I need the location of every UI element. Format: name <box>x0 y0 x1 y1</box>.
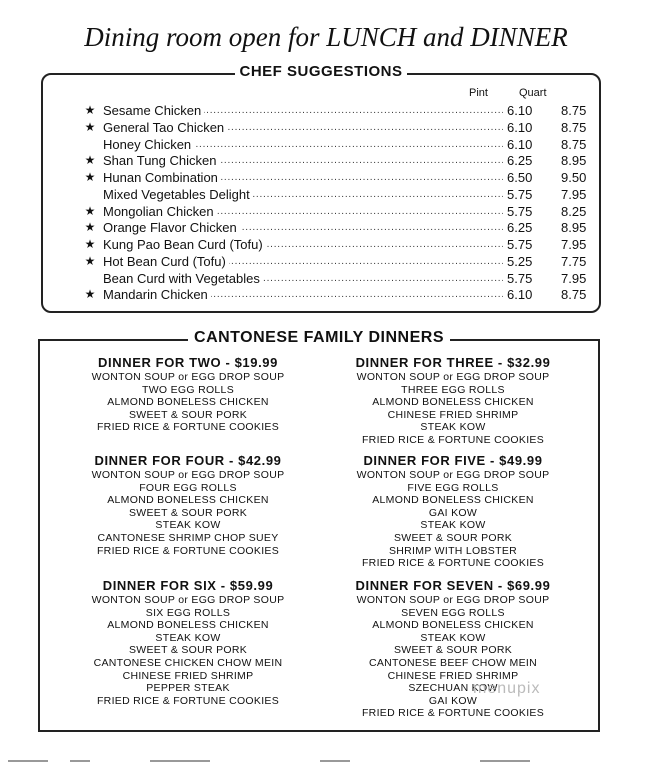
chef-suggestions-heading <box>43 63 599 81</box>
chef-item-name <box>103 286 503 303</box>
chef-item-pint-price: 5.75 <box>507 270 533 286</box>
chef-item-name <box>103 186 503 203</box>
dinner-block <box>53 577 323 707</box>
chef-item-name-text: Honey Chicken <box>103 137 194 152</box>
dinner-item: CHINESE FRIED SHRIMP <box>387 408 519 421</box>
dinner-block <box>318 354 588 447</box>
chef-item-row <box>83 186 593 203</box>
dinner-item: FIVE EGG ROLLS <box>407 481 499 494</box>
dinner-item: FRIED RICE & FORTUNE COOKIES <box>361 433 545 446</box>
dinner-block <box>318 577 588 720</box>
chef-item-pint-price: 6.10 <box>507 136 533 152</box>
chef-item-name-text: Mandarin Chicken <box>103 287 211 302</box>
dinner-item: ALMOND BONELESS CHICKEN <box>372 494 534 507</box>
scan-mark <box>480 760 530 762</box>
chef-item-quart-price: 7.95 <box>561 270 587 286</box>
dinner-item: STEAK KOW <box>155 519 221 532</box>
dinner-item: FOUR EGG ROLLS <box>139 481 237 494</box>
dinner-item: STEAK KOW <box>420 519 486 532</box>
chef-item-name <box>103 236 503 253</box>
star-icon: ★ <box>84 237 96 251</box>
scan-edge <box>0 756 652 766</box>
chef-item-name-text: Bean Curd with Vegetables <box>103 271 263 286</box>
chef-item-name <box>103 119 503 136</box>
chef-item-name-text: Shan Tung Chicken <box>103 153 219 168</box>
star-icon: ★ <box>84 287 96 302</box>
dinner-item: STEAK KOW <box>420 631 486 644</box>
chef-item-name-text: Mixed Vegetables Delight <box>103 187 253 202</box>
chef-item-quart-price: 8.95 <box>561 153 587 169</box>
chef-item-row <box>83 102 593 119</box>
dinner-item: SIX EGG ROLLS <box>145 606 231 619</box>
chef-item-pint-price: 5.75 <box>507 186 533 202</box>
chef-item-pint-price: 6.10 <box>507 103 533 118</box>
dinner-item: SWEET & SOUR PORK <box>393 644 513 657</box>
chef-item-row <box>83 270 593 287</box>
chef-item-row <box>83 203 593 220</box>
scan-mark <box>150 760 210 762</box>
chef-item-pint-price: 6.25 <box>507 220 533 236</box>
star-icon: ★ <box>84 103 96 117</box>
dinner-item: ALMOND BONELESS CHICKEN <box>107 396 269 409</box>
dinner-title: DINNER FOR SIX - $59.99 <box>102 578 274 593</box>
chef-item-row <box>83 219 593 236</box>
dinner-block <box>318 452 588 570</box>
scan-mark <box>70 760 90 762</box>
dinner-item: TWO EGG ROLLS <box>142 383 234 396</box>
dinner-item: FRIED RICE & FORTUNE COOKIES <box>361 707 545 720</box>
dinner-item: SEVEN EGG ROLLS <box>401 606 505 619</box>
chef-item-quart-price: 7.95 <box>561 186 587 202</box>
star-icon: ★ <box>84 170 96 184</box>
dinner-item: GAI KOW <box>428 694 478 707</box>
chef-item-name-text: Hot Bean Curd (Tofu) <box>103 254 229 269</box>
dinner-item: FRIED RICE & FORTUNE COOKIES <box>361 557 545 570</box>
dinner-item: THREE EGG ROLLS <box>401 383 505 396</box>
chef-suggestions-box <box>41 63 601 313</box>
chef-item-name-text: Mongolian Chicken <box>103 204 217 219</box>
dinner-item: SHRIMP WITH LOBSTER <box>388 544 518 557</box>
chef-item-name <box>103 253 503 270</box>
chef-item-pint-price: 6.50 <box>507 170 533 185</box>
scan-mark <box>320 760 350 762</box>
dinner-item: WONTON SOUP or EGG DROP SOUP <box>91 371 285 383</box>
chef-item-name <box>103 102 503 119</box>
dinner-item: WONTON SOUP or EGG DROP SOUP <box>91 469 285 481</box>
chef-item-pint-price: 6.10 <box>507 119 533 135</box>
dinner-item: CANTONESE SHRIMP CHOP SUEY <box>97 531 279 544</box>
chef-item-quart-price: 9.50 <box>561 170 587 185</box>
dinner-item: ALMOND BONELESS CHICKEN <box>107 619 269 632</box>
dinner-item: CANTONESE CHICKEN CHOW MEIN <box>93 656 283 669</box>
scan-mark <box>8 760 48 762</box>
dinner-item: CANTONESE BEEF CHOW MEIN <box>368 656 538 669</box>
dinner-item: STEAK KOW <box>155 631 221 644</box>
dinner-item: STEAK KOW <box>420 421 486 434</box>
chef-item-name-text: General Tao Chicken <box>103 120 227 135</box>
chef-item-pint-price: 6.10 <box>507 287 533 303</box>
dinner-item: SWEET & SOUR PORK <box>393 531 513 544</box>
chef-item-pint-price: 6.25 <box>507 153 533 169</box>
dinner-item: WONTON SOUP or EGG DROP SOUP <box>356 469 550 481</box>
chef-item-pint-price: 5.25 <box>507 253 533 269</box>
chef-item-name <box>103 219 503 236</box>
star-icon: ★ <box>84 253 96 268</box>
chef-item-quart-price: 7.75 <box>561 253 587 269</box>
dinner-title: DINNER FOR FIVE - $49.99 <box>363 453 543 468</box>
dinner-item: GAI KOW <box>428 506 478 519</box>
dinner-item: CHINESE FRIED SHRIMP <box>122 669 254 682</box>
chef-item-name <box>103 169 503 186</box>
quart-column-header: Quart <box>519 87 547 99</box>
chef-item-row <box>83 286 593 303</box>
chef-item-quart-price: 8.75 <box>561 119 587 135</box>
chef-item-quart-price: 8.75 <box>561 287 587 303</box>
chef-item-name-text: Sesame Chicken <box>103 103 204 118</box>
dinner-block <box>53 452 323 557</box>
chef-item-name <box>103 152 503 169</box>
cantonese-heading-text: CANTONESE FAMILY DINNERS <box>188 329 450 346</box>
chef-item-quart-price: 7.95 <box>561 237 587 252</box>
chef-item-name <box>103 136 503 153</box>
dinner-item: SWEET & SOUR PORK <box>128 408 248 421</box>
dinner-title: DINNER FOR TWO - $19.99 <box>98 355 278 370</box>
chef-suggestions-heading-text: CHEF SUGGESTIONS <box>235 63 406 80</box>
dinner-title: DINNER FOR FOUR - $42.99 <box>94 453 282 468</box>
chef-item-row <box>83 169 593 186</box>
dinner-item: ALMOND BONELESS CHICKEN <box>107 494 269 507</box>
chef-item-pint-price: 5.75 <box>507 237 533 252</box>
dinner-item: FRIED RICE & FORTUNE COOKIES <box>96 544 280 557</box>
dinner-item: SWEET & SOUR PORK <box>128 506 248 519</box>
chef-item-pint-price: 5.75 <box>507 203 533 219</box>
pint-column-header: Pint <box>469 87 488 99</box>
dinner-item: CHINESE FRIED SHRIMP <box>387 669 519 682</box>
chef-item-row <box>83 236 593 253</box>
dinner-item: WONTON SOUP or EGG DROP SOUP <box>91 594 285 606</box>
dinner-item: WONTON SOUP or EGG DROP SOUP <box>356 594 550 606</box>
chef-item-quart-price: 8.95 <box>561 220 587 236</box>
dinner-item: FRIED RICE & FORTUNE COOKIES <box>96 421 280 434</box>
chef-item-quart-price: 8.25 <box>561 203 587 219</box>
chef-item-row <box>83 136 593 153</box>
star-icon: ★ <box>84 203 96 218</box>
dinner-item: ALMOND BONELESS CHICKEN <box>372 619 534 632</box>
dinner-item: WONTON SOUP or EGG DROP SOUP <box>356 371 550 383</box>
dinner-item: PEPPER STEAK <box>146 682 230 695</box>
star-icon: ★ <box>84 220 96 235</box>
chef-item-name <box>103 270 503 287</box>
watermark: menupix <box>473 680 541 697</box>
dinner-item: SWEET & SOUR PORK <box>128 644 248 657</box>
chef-item-row <box>83 152 593 169</box>
chef-item-row <box>83 119 593 136</box>
chef-item-name <box>103 203 503 220</box>
cantonese-heading <box>40 329 598 347</box>
chef-item-quart-price: 8.75 <box>561 103 587 118</box>
chef-item-quart-price: 8.75 <box>561 136 587 152</box>
chef-item-name-text: Orange Flavor Chicken <box>103 220 240 235</box>
page-title: Dining room open for LUNCH and DINNER <box>84 22 568 52</box>
star-icon: ★ <box>84 153 96 168</box>
star-icon: ★ <box>84 119 96 134</box>
chef-item-name-text: Hunan Combination <box>103 170 221 185</box>
dinner-block <box>53 354 323 434</box>
chef-item-name-text: Kung Pao Bean Curd (Tofu) <box>103 237 266 252</box>
cantonese-dinners-box <box>38 329 600 732</box>
dinner-title: DINNER FOR THREE - $32.99 <box>355 355 551 370</box>
dinner-item: ALMOND BONELESS CHICKEN <box>372 396 534 409</box>
dinner-item: FRIED RICE & FORTUNE COOKIES <box>96 694 280 707</box>
dinner-item: SZECHUAN KOW <box>408 682 498 695</box>
chef-item-row <box>83 253 593 270</box>
dinner-title: DINNER FOR SEVEN - $69.99 <box>355 578 551 593</box>
